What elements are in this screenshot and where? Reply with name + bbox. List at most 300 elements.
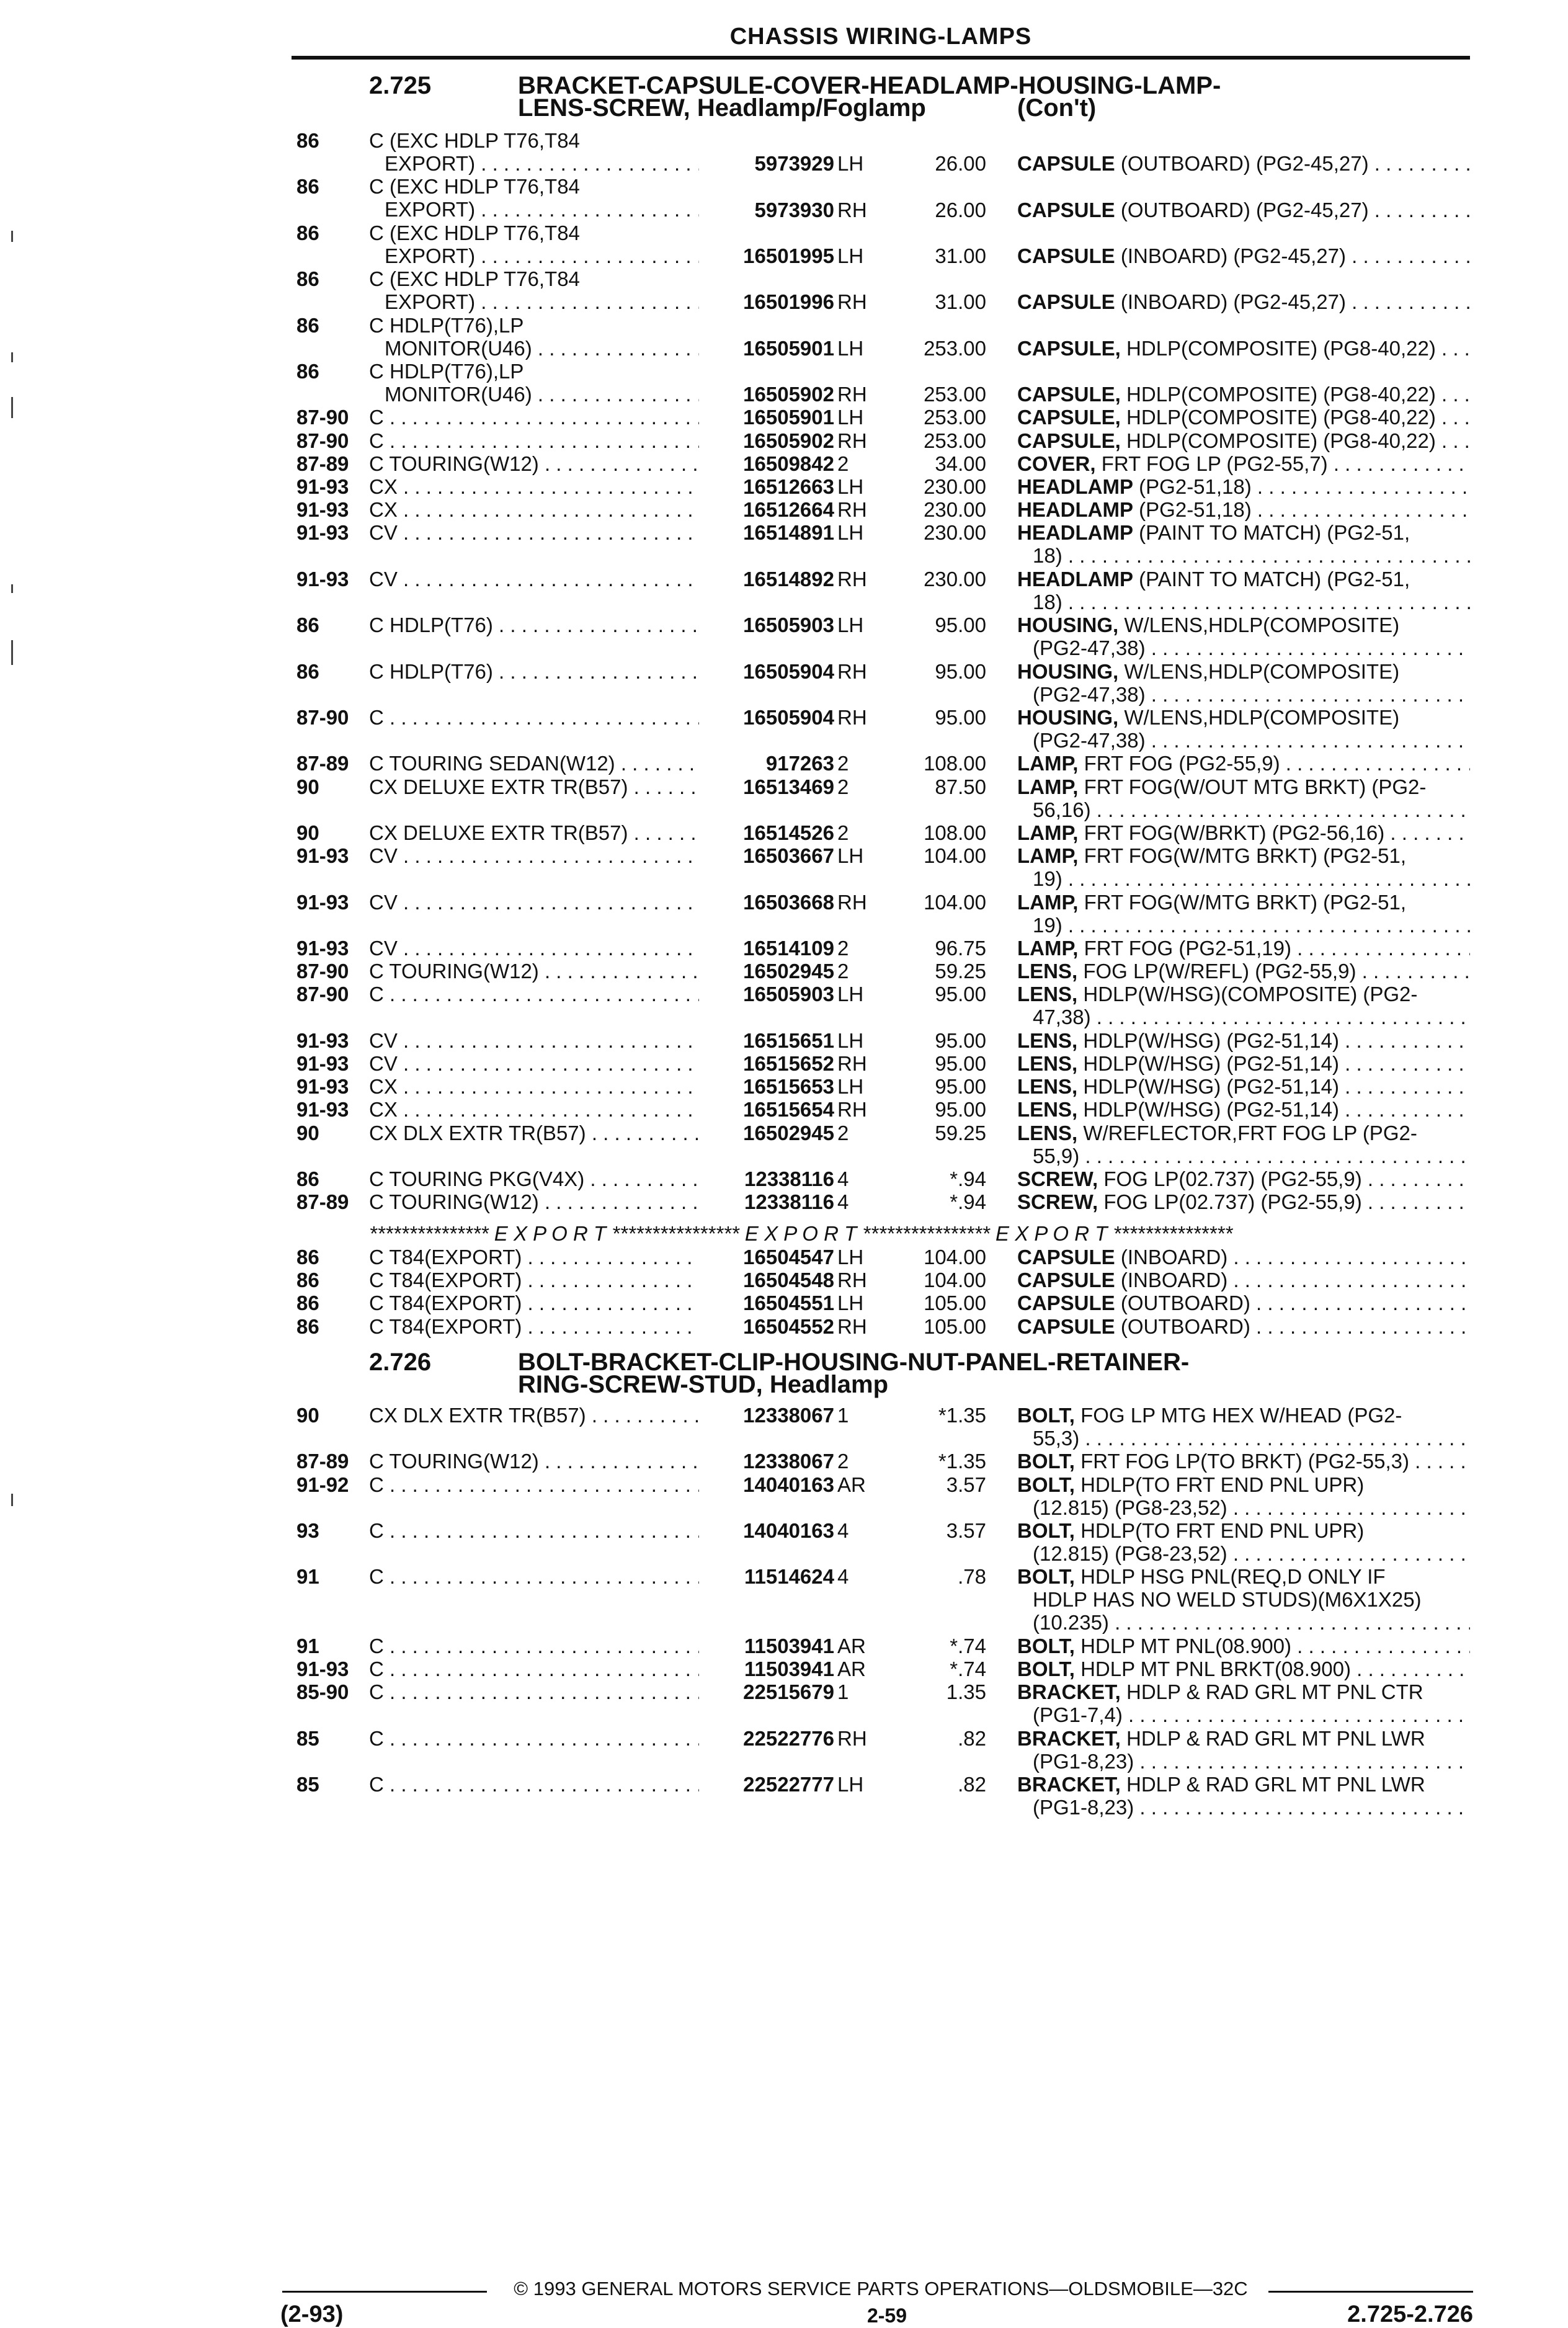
description-text: HDLP(COMPOSITE) (PG8-40,22) [1126, 429, 1436, 452]
part-row [0, 429, 1568, 452]
part-number: 22522776 [743, 1726, 834, 1750]
model-year: 87-89 [296, 1450, 349, 1473]
description-text: (PG2-51,18) [1139, 475, 1252, 498]
part-number: 16509842 [743, 452, 834, 475]
description-text: (INBOARD) (PG2-45,27) [1120, 290, 1346, 314]
part-name: BOLT, [1017, 1565, 1075, 1589]
part-name: HOUSING, [1017, 613, 1119, 637]
part-number: 16505902 [743, 429, 834, 452]
description [1017, 337, 1470, 360]
part-name: BRACKET, [1017, 1726, 1121, 1750]
description [1017, 1565, 1470, 1634]
description [1017, 613, 1470, 659]
quantity: LH [837, 336, 864, 360]
description-line [1017, 290, 1470, 313]
part-row [0, 1246, 1568, 1269]
footer-section-range: 2.725-2.726 [1347, 2301, 1473, 2327]
margin-mark [11, 397, 13, 418]
application-line: C (EXC HDLP T76,T84 [369, 221, 580, 244]
price: 1.35 [946, 1680, 986, 1704]
price: 95.00 [935, 1075, 986, 1099]
part-name: LAMP, [1017, 937, 1079, 960]
description [1017, 1122, 1470, 1167]
application-line: C HDLP(T76) . . . [369, 660, 699, 683]
application [369, 568, 699, 591]
model-year: 86 [296, 613, 319, 637]
part-name: BOLT, [1017, 1404, 1075, 1427]
part-number: 16505904 [743, 659, 834, 683]
part-row [0, 498, 1568, 521]
part-number: 16501995 [743, 244, 834, 267]
application-line: C . . . [369, 1773, 699, 1796]
application-line: EXPORT) . . . [369, 290, 699, 313]
description-line [1017, 729, 1470, 752]
quantity: LH [837, 244, 864, 267]
price: 230.00 [924, 475, 986, 498]
application [369, 221, 699, 267]
price: 31.00 [935, 290, 986, 314]
quantity: 2 [837, 1450, 849, 1473]
application-line: C TOURING(W12) . . . [369, 1450, 699, 1473]
application-line: EXPORT) . . . [369, 198, 699, 221]
description-line [1017, 1611, 1470, 1634]
description-text: HDLP(W/HSG)(COMPOSITE) (PG2- [1083, 983, 1418, 1006]
application [369, 1246, 699, 1269]
description-line [1017, 1315, 1470, 1338]
part-number: 16502945 [743, 960, 834, 983]
application [369, 821, 699, 844]
description-text: W/LENS,HDLP(COMPOSITE) [1124, 659, 1400, 683]
section-title-line1: BRACKET-CAPSULE-COVER-HEADLAMP-HOUSING-LAMP- [518, 72, 1221, 99]
part-number: 16515654 [743, 1098, 834, 1122]
application [369, 983, 699, 1006]
model-year: 87-89 [296, 452, 349, 475]
application [369, 429, 699, 452]
price: *.74 [950, 1657, 986, 1681]
model-year: 91-93 [296, 498, 349, 522]
description [1017, 452, 1470, 475]
description-line [1017, 1427, 1470, 1450]
description-line [1017, 544, 1470, 567]
part-number: 22522777 [743, 1773, 834, 1796]
price: 253.00 [924, 383, 986, 406]
application [369, 1680, 699, 1703]
part-number: 5973930 [754, 198, 834, 221]
quantity: RH [837, 1269, 867, 1292]
application [369, 613, 699, 636]
footer-page-number: 2-59 [866, 2304, 907, 2327]
model-year: 91-93 [296, 890, 349, 914]
part-row [0, 937, 1568, 960]
application [369, 1727, 699, 1750]
application-line: C T84(EXPORT) . . . [369, 1246, 699, 1269]
description-text: FOG LP(W/REFL) (PG2-55,9) [1083, 960, 1356, 983]
description-line [1017, 1122, 1470, 1144]
price: 253.00 [924, 429, 986, 452]
part-row [0, 983, 1568, 1028]
description-line [1017, 914, 1470, 937]
description-text: (PG2-47,38) [1033, 729, 1146, 752]
description-text: (PG1-8,23) [1033, 1796, 1134, 1819]
price: .82 [958, 1773, 986, 1796]
application [369, 267, 699, 313]
quantity: RH [837, 1314, 867, 1338]
price: .78 [958, 1565, 986, 1589]
description [1017, 1098, 1470, 1121]
part-row [0, 1029, 1568, 1052]
part-row [0, 1519, 1568, 1565]
part-number: 16505901 [743, 336, 834, 360]
price: 31.00 [935, 244, 986, 267]
description [1017, 821, 1470, 844]
model-year: 91-93 [296, 1052, 349, 1075]
description-text: (OUTBOARD) (PG2-45,27) [1120, 198, 1369, 221]
description [1017, 660, 1470, 706]
application-line: C . . . [369, 1473, 699, 1496]
application [369, 752, 699, 775]
description-line [1017, 636, 1470, 659]
part-row [0, 1167, 1568, 1190]
description-line [1017, 1029, 1470, 1052]
application [369, 406, 699, 429]
description-line [1017, 1144, 1470, 1167]
description [1017, 844, 1470, 890]
description-text: (PG2-47,38) [1033, 682, 1146, 706]
model-year: 87-90 [296, 960, 349, 983]
description-text: (12.815) (PG8-23,52) [1033, 1496, 1227, 1519]
description-line [1017, 1750, 1470, 1773]
application-line: C T84(EXPORT) . . . [369, 1269, 699, 1291]
description-text: FRT FOG LP (PG2-55,7) [1101, 452, 1328, 475]
description-line [1017, 1269, 1470, 1291]
application [369, 1473, 699, 1496]
part-row [0, 521, 1568, 567]
application [369, 1291, 699, 1314]
description-line [1017, 1246, 1470, 1269]
description [1017, 383, 1470, 406]
price: 95.00 [935, 1028, 986, 1052]
application [369, 1404, 699, 1427]
quantity: LH [837, 844, 864, 868]
application-line: CX DELUXE EXTR TR(B57) . . . [369, 775, 699, 798]
description-text: HDLP HSG PNL(REQ,D ONLY IF [1080, 1565, 1386, 1589]
description-text: (INBOARD) [1120, 1269, 1228, 1292]
part-name: HEADLAMP [1017, 498, 1133, 522]
application-line: C . . . [369, 1657, 699, 1680]
application [369, 1029, 699, 1052]
part-name: BOLT, [1017, 1635, 1075, 1657]
part-name: SCREW, [1017, 1190, 1098, 1214]
part-row [0, 775, 1568, 821]
description [1017, 406, 1470, 429]
application-line: C TOURING PKG(V4X) . . . [369, 1167, 699, 1190]
price: 96.75 [935, 937, 986, 960]
description-text: FRT FOG(W/OUT MTG BRKT) (PG2- [1084, 775, 1427, 798]
description [1017, 937, 1470, 960]
description-text: FRT FOG(W/MTG BRKT) (PG2-51, [1084, 844, 1407, 868]
part-number: 16515651 [743, 1028, 834, 1052]
application [369, 1773, 699, 1796]
description-text: HDLP(COMPOSITE) (PG8-40,22) [1126, 406, 1436, 429]
application-line: C TOURING SEDAN(W12) . . . [369, 752, 699, 775]
description-line [1017, 1773, 1470, 1796]
description-text: HDLP(COMPOSITE) (PG8-40,22) [1126, 383, 1436, 406]
quantity: 4 [837, 1565, 849, 1589]
quantity: LH [837, 613, 864, 637]
description-line [1017, 1542, 1470, 1565]
model-year: 87-90 [296, 429, 349, 452]
description-text: (OUTBOARD) [1120, 1291, 1250, 1315]
description-text: (PG2-51,18) [1139, 498, 1252, 522]
application-line: CV . . . [369, 1029, 699, 1052]
part-row [0, 475, 1568, 498]
quantity: RH [837, 498, 867, 522]
margin-mark [11, 231, 13, 242]
price: 59.25 [935, 960, 986, 983]
model-year: 91-93 [296, 475, 349, 498]
model-year: 85 [296, 1726, 319, 1750]
part-name: LENS, [1017, 1098, 1078, 1122]
application-line: C TOURING(W12) . . . [369, 452, 699, 475]
quantity: 2 [837, 821, 849, 844]
model-year: 91-93 [296, 1075, 349, 1099]
price: *.74 [950, 1635, 986, 1657]
application-line: C . . . [369, 1680, 699, 1703]
description-line [1017, 198, 1470, 221]
description-text: FRT FOG(W/BRKT) (PG2-56,16) [1084, 821, 1385, 844]
part-row [0, 1727, 1568, 1773]
part-number: 16502945 [743, 1121, 834, 1144]
application-line: C . . . [369, 983, 699, 1006]
description-text: HDLP HAS NO WELD STUDS)(M6X1X25) [1033, 1588, 1422, 1612]
description-line [1017, 498, 1470, 521]
part-row [0, 706, 1568, 752]
quantity: RH [837, 290, 867, 314]
part-number: 16504547 [743, 1246, 834, 1269]
description-text: 55,3) [1033, 1427, 1080, 1450]
description [1017, 1075, 1470, 1098]
application-line: CV . . . [369, 891, 699, 914]
part-name: BRACKET, [1017, 1680, 1121, 1704]
description [1017, 1450, 1470, 1473]
application-line: CX . . . [369, 1098, 699, 1121]
part-number: 16514891 [743, 521, 834, 545]
description-text: HDLP MT PNL BRKT(08.900) [1080, 1657, 1351, 1681]
quantity: 1 [837, 1404, 849, 1427]
description-line [1017, 1404, 1470, 1427]
part-number: 16505901 [743, 406, 834, 429]
section-number: 2.726 [369, 1349, 432, 1376]
description-text: FRT FOG (PG2-55,9) [1084, 752, 1280, 775]
description-line [1017, 152, 1470, 175]
part-name: CAPSULE, [1017, 429, 1121, 452]
price: 104.00 [924, 844, 986, 868]
quantity: LH [837, 1246, 864, 1269]
description-text: 19) [1033, 913, 1062, 937]
description-text: (PAINT TO MATCH) (PG2-51, [1139, 567, 1410, 591]
description [1017, 1269, 1470, 1291]
quantity: LH [837, 1075, 864, 1099]
application-line: CV . . . [369, 844, 699, 867]
application [369, 129, 699, 175]
part-name: LAMP, [1017, 752, 1079, 775]
price: 95.00 [935, 613, 986, 637]
application [369, 452, 699, 475]
margin-mark [11, 640, 13, 665]
quantity: RH [837, 659, 867, 683]
part-number: 16503668 [743, 890, 834, 914]
application-line: CX . . . [369, 475, 699, 498]
description [1017, 1190, 1470, 1213]
part-row [0, 660, 1568, 706]
part-number: 16505904 [743, 706, 834, 729]
part-number: 14040163 [743, 1473, 834, 1496]
price: 104.00 [924, 1246, 986, 1269]
part-number: 917263 [765, 752, 834, 775]
application-line: C T84(EXPORT) . . . [369, 1291, 699, 1314]
application [369, 521, 699, 544]
part-name: CAPSULE [1017, 1246, 1115, 1269]
quantity: RH [837, 383, 867, 406]
description-text: FOG LP MTG HEX W/HEAD (PG2- [1080, 1404, 1402, 1427]
part-name: CAPSULE [1017, 244, 1115, 267]
margin-mark [11, 584, 13, 593]
description [1017, 568, 1470, 613]
quantity: 2 [837, 775, 849, 798]
quantity: LH [837, 475, 864, 498]
model-year: 86 [296, 313, 319, 337]
description-text: HDLP(W/HSG) (PG2-51,14) [1083, 1028, 1339, 1052]
quantity: RH [837, 1098, 867, 1122]
part-name: CAPSULE [1017, 152, 1115, 176]
part-row [0, 1269, 1568, 1291]
description [1017, 1680, 1470, 1726]
application [369, 1190, 699, 1213]
description-text: (PG2-47,38) [1033, 636, 1146, 660]
application-line: C HDLP(T76),LP [369, 360, 524, 383]
application-line: CV . . . [369, 1052, 699, 1075]
section-title-line2: RING-SCREW-STUD, Headlamp [518, 1371, 889, 1398]
part-number: 16513469 [743, 775, 834, 798]
model-year: 91 [296, 1565, 319, 1589]
application-line: C T84(EXPORT) . . . [369, 1315, 699, 1338]
part-row [0, 1291, 1568, 1314]
price: 87.50 [935, 775, 986, 798]
section-title-line1: BOLT-BRACKET-CLIP-HOUSING-NUT-PANEL-RETAINER- [518, 1349, 1190, 1376]
part-name: BOLT, [1017, 1450, 1075, 1473]
description [1017, 891, 1470, 937]
description-line [1017, 1291, 1470, 1314]
part-name: CAPSULE [1017, 198, 1115, 221]
quantity: AR [837, 1657, 866, 1681]
part-number: 16505903 [743, 983, 834, 1006]
application [369, 1098, 699, 1121]
application [369, 475, 699, 498]
part-name: SCREW, [1017, 1167, 1098, 1190]
quantity: 2 [837, 752, 849, 775]
part-number: 11503941 [744, 1635, 834, 1657]
description-text: HDLP(TO FRT END PNL UPR) [1080, 1519, 1365, 1542]
part-row [0, 406, 1568, 429]
part-row [0, 1315, 1568, 1338]
part-row [0, 752, 1568, 775]
part-name: LENS, [1017, 1075, 1078, 1099]
part-row [0, 221, 1568, 267]
description-text: FOG LP(02.737) (PG2-55,9) [1103, 1190, 1362, 1214]
application-line: C (EXC HDLP T76,T84 [369, 175, 580, 198]
price: *.94 [950, 1190, 986, 1214]
part-name: CAPSULE, [1017, 406, 1121, 429]
price: 95.00 [935, 706, 986, 729]
quantity: RH [837, 890, 867, 914]
application [369, 660, 699, 683]
description-text: (PG1-8,23) [1033, 1749, 1134, 1773]
model-year: 86 [296, 129, 319, 152]
part-name: BOLT, [1017, 1519, 1075, 1542]
description-text: 18) [1033, 544, 1062, 568]
description [1017, 1519, 1470, 1565]
model-year: 87-89 [296, 1190, 349, 1214]
description-line [1017, 937, 1470, 960]
application-line: CX . . . [369, 498, 699, 521]
part-row [0, 129, 1568, 175]
price: 95.00 [935, 1052, 986, 1075]
part-row [0, 1473, 1568, 1519]
description-line [1017, 1796, 1470, 1819]
part-number: 16504548 [743, 1269, 834, 1292]
model-year: 90 [296, 775, 319, 798]
application-line: C . . . [369, 706, 699, 729]
part-row [0, 1098, 1568, 1121]
description-line [1017, 521, 1470, 544]
description-line [1017, 1519, 1470, 1542]
description-line [1017, 960, 1470, 983]
description-line [1017, 1075, 1470, 1098]
application-line: EXPORT) . . . [369, 244, 699, 267]
application [369, 175, 699, 221]
model-year: 86 [296, 221, 319, 244]
part-number: 16504552 [743, 1314, 834, 1338]
quantity: LH [837, 1773, 864, 1796]
description-line [1017, 752, 1470, 775]
description [1017, 1291, 1470, 1314]
quantity: RH [837, 1726, 867, 1750]
description [1017, 1404, 1470, 1450]
application [369, 960, 699, 983]
description-line [1017, 337, 1470, 360]
price: 230.00 [924, 521, 986, 545]
description-line [1017, 1190, 1470, 1213]
part-name: CAPSULE [1017, 290, 1115, 314]
description-text: 19) [1033, 867, 1062, 891]
description-text: (12.815) (PG8-23,52) [1033, 1542, 1227, 1565]
description-text: (OUTBOARD) [1120, 1314, 1250, 1338]
description [1017, 706, 1470, 752]
model-year: 93 [296, 1519, 319, 1542]
description [1017, 475, 1470, 498]
application-line: CX DLX EXTR TR(B57) . . . [369, 1122, 699, 1144]
part-name: BOLT, [1017, 1657, 1075, 1681]
description [1017, 198, 1470, 221]
price: 26.00 [935, 198, 986, 221]
part-number: 16515652 [743, 1052, 834, 1075]
price: 3.57 [946, 1473, 986, 1496]
model-year: 87-90 [296, 983, 349, 1006]
application-line: CV . . . [369, 568, 699, 591]
quantity: LH [837, 983, 864, 1006]
quantity: LH [837, 521, 864, 545]
description-text: W/LENS,HDLP(COMPOSITE) [1124, 613, 1400, 637]
